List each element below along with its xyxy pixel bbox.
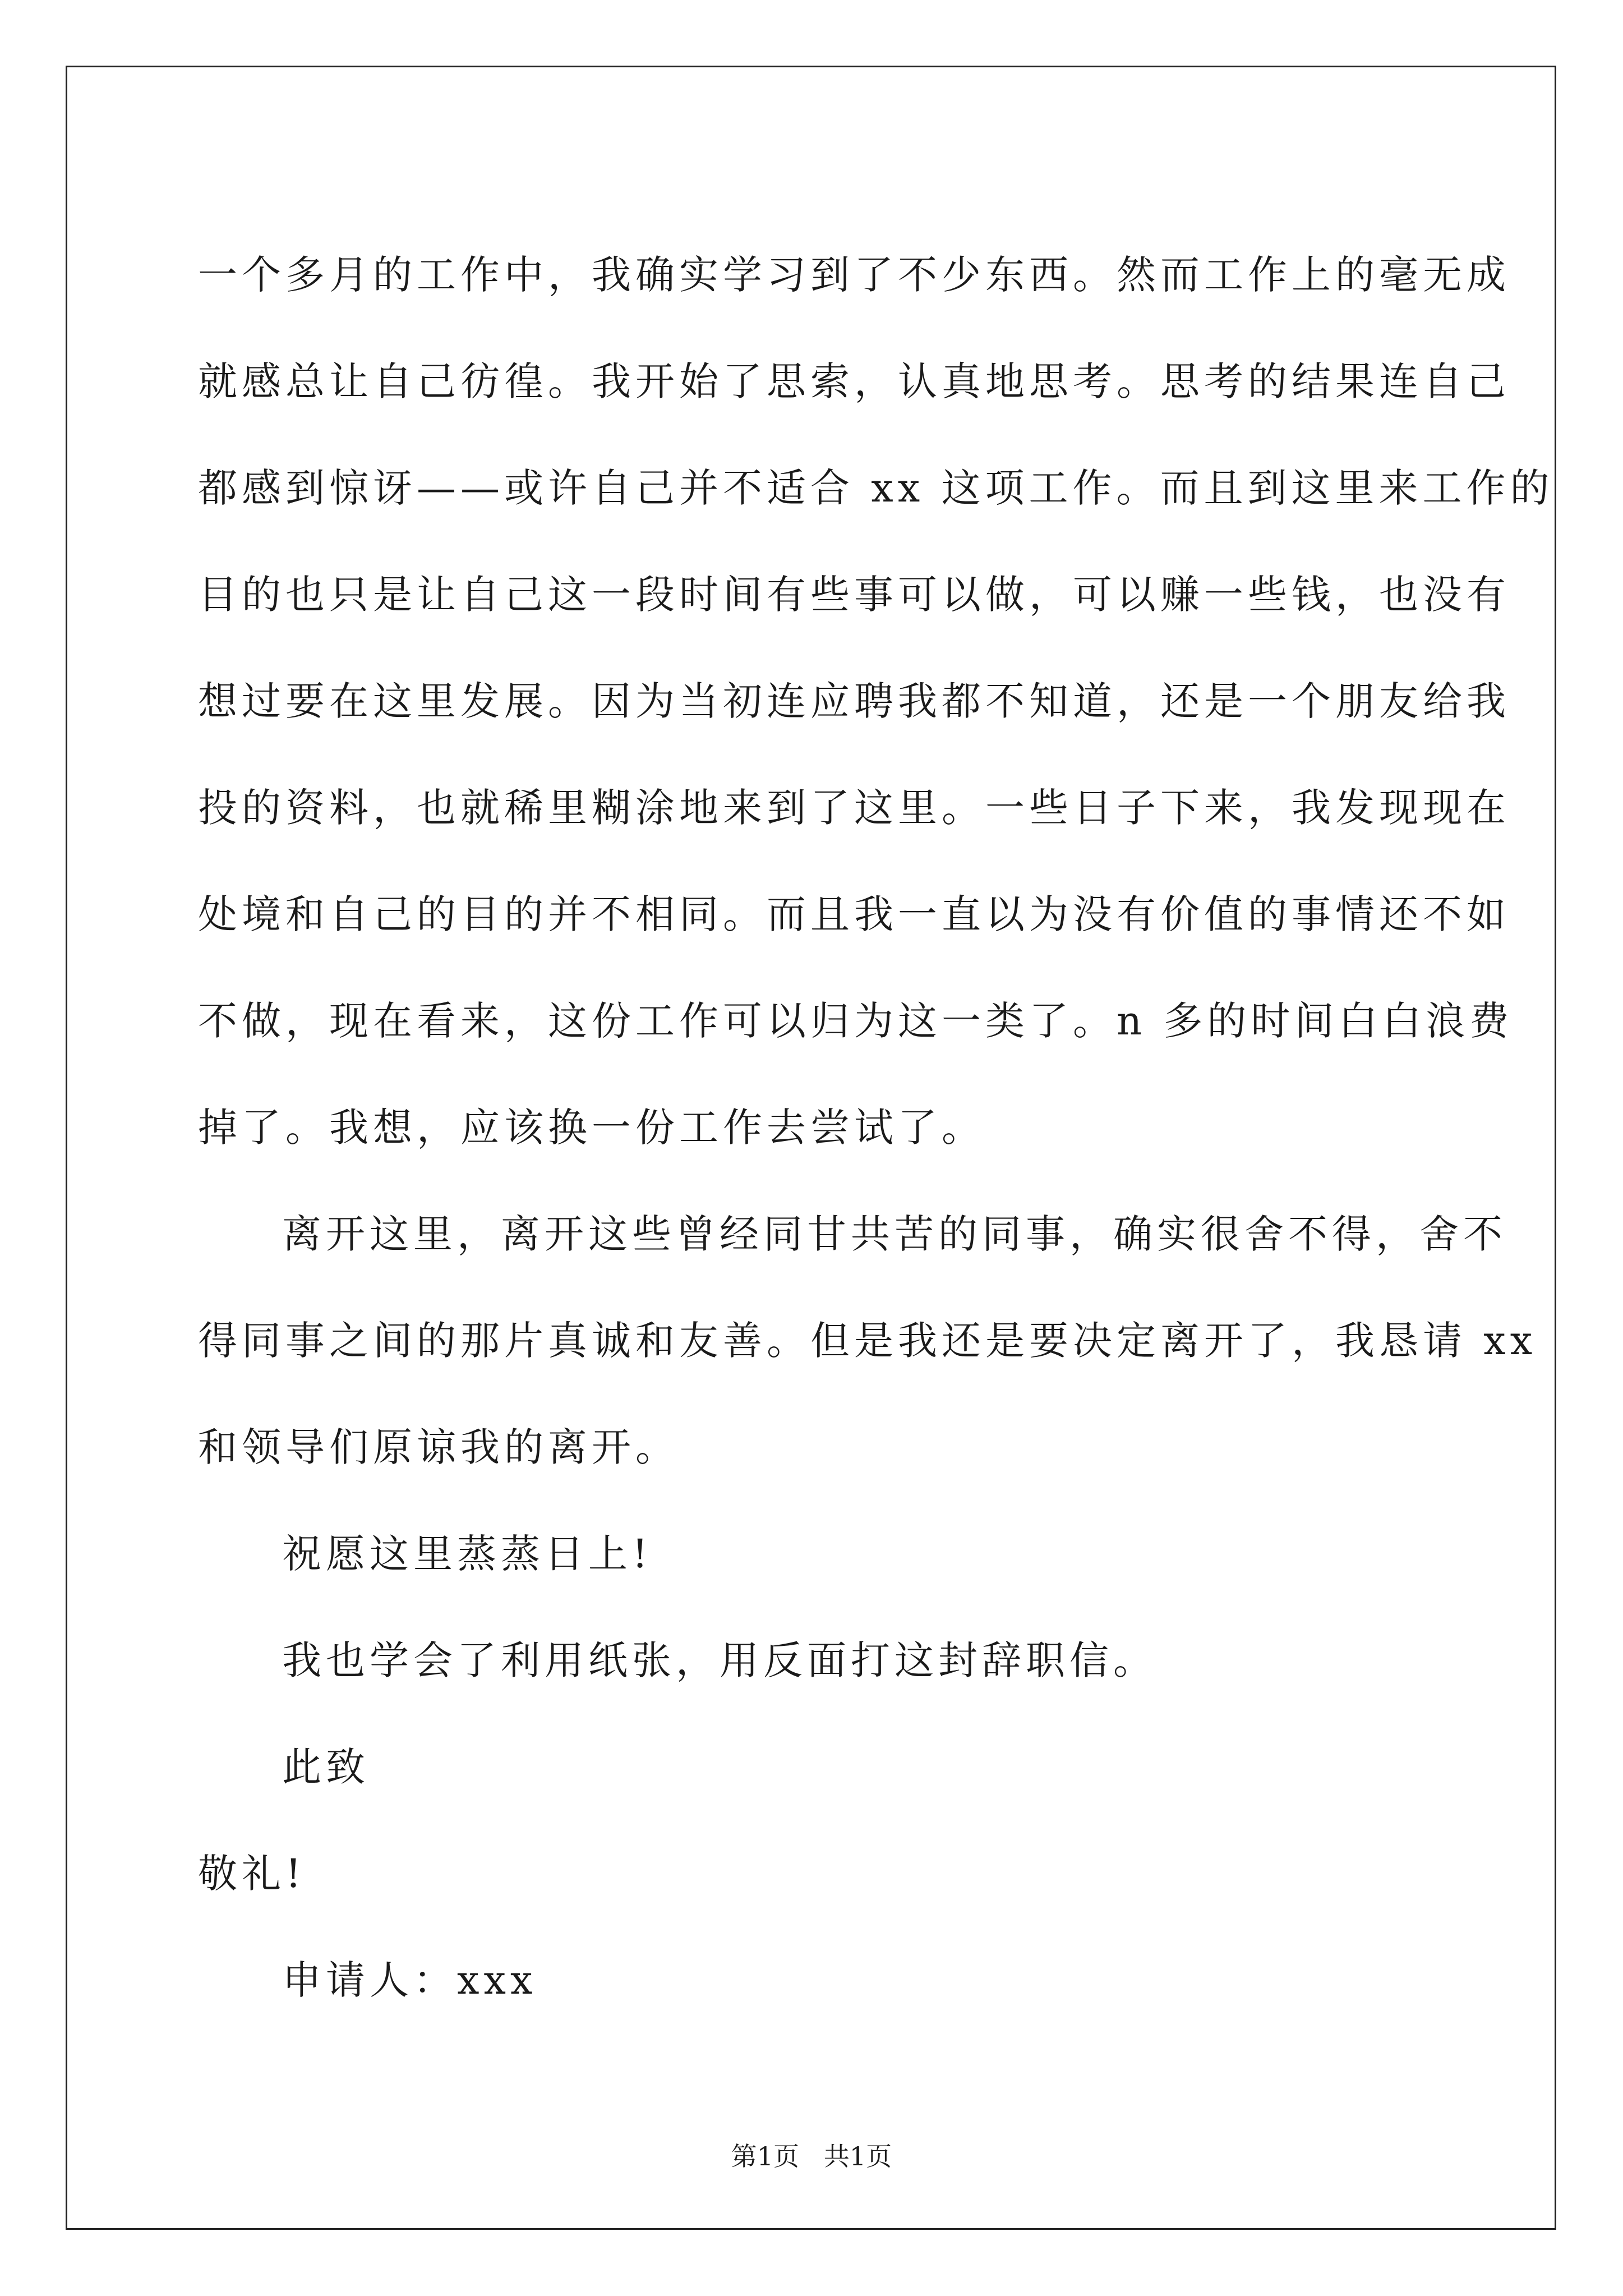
body-line: 就感总让自己彷徨。我开始了思索，认真地思考。思考的结果连自己: [198, 358, 1510, 404]
body-line: 掉了。我想，应该换一份工作去尝试了。: [198, 1105, 985, 1151]
body-line: 都感到惊讶——或许自己并不适合 xx 这项工作。而且到这里来工作的: [198, 465, 1554, 511]
body-line: 和领导们原谅我的离开。: [198, 1424, 679, 1470]
closing-note: 我也学会了利用纸张，用反面打这封辞职信。: [282, 1637, 1157, 1683]
body-line: 处境和自己的目的并不相同。而且我一直以为没有价值的事情还不如: [198, 891, 1510, 937]
body-line: 离开这里，离开这些曾经同甘共苦的同事，确实很舍不得，舍不: [282, 1211, 1507, 1257]
body-line: 想过要在这里发展。因为当初连应聘我都不知道，还是一个朋友给我: [198, 678, 1510, 724]
body-line: 目的也只是让自己这一段时间有些事可以做，可以赚一些钱，也没有: [198, 572, 1510, 618]
closing-wish: 祝愿这里蒸蒸日上!: [282, 1531, 653, 1577]
body-line: 一个多月的工作中，我确实学习到了不少东西。然而工作上的毫无成: [198, 252, 1510, 298]
page-number: 第1页 共1页: [731, 2141, 892, 2171]
body-line: 投的资料，也就稀里糊涂地来到了这里。一些日子下来，我发现现在: [198, 785, 1510, 831]
body-line: 得同事之间的那片真诚和友善。但是我还是要决定离开了，我恳请 xx: [198, 1318, 1537, 1364]
salutation-cizhi: 此致: [282, 1744, 370, 1790]
body-line: 不做，现在看来，这份工作可以归为这一类了。n 多的时间白白浪费: [198, 998, 1514, 1044]
applicant-signature: 申请人：xxx: [282, 1957, 537, 2003]
salutation-jingli: 敬礼!: [198, 1851, 306, 1897]
letter-body: [198, 222, 1554, 2033]
